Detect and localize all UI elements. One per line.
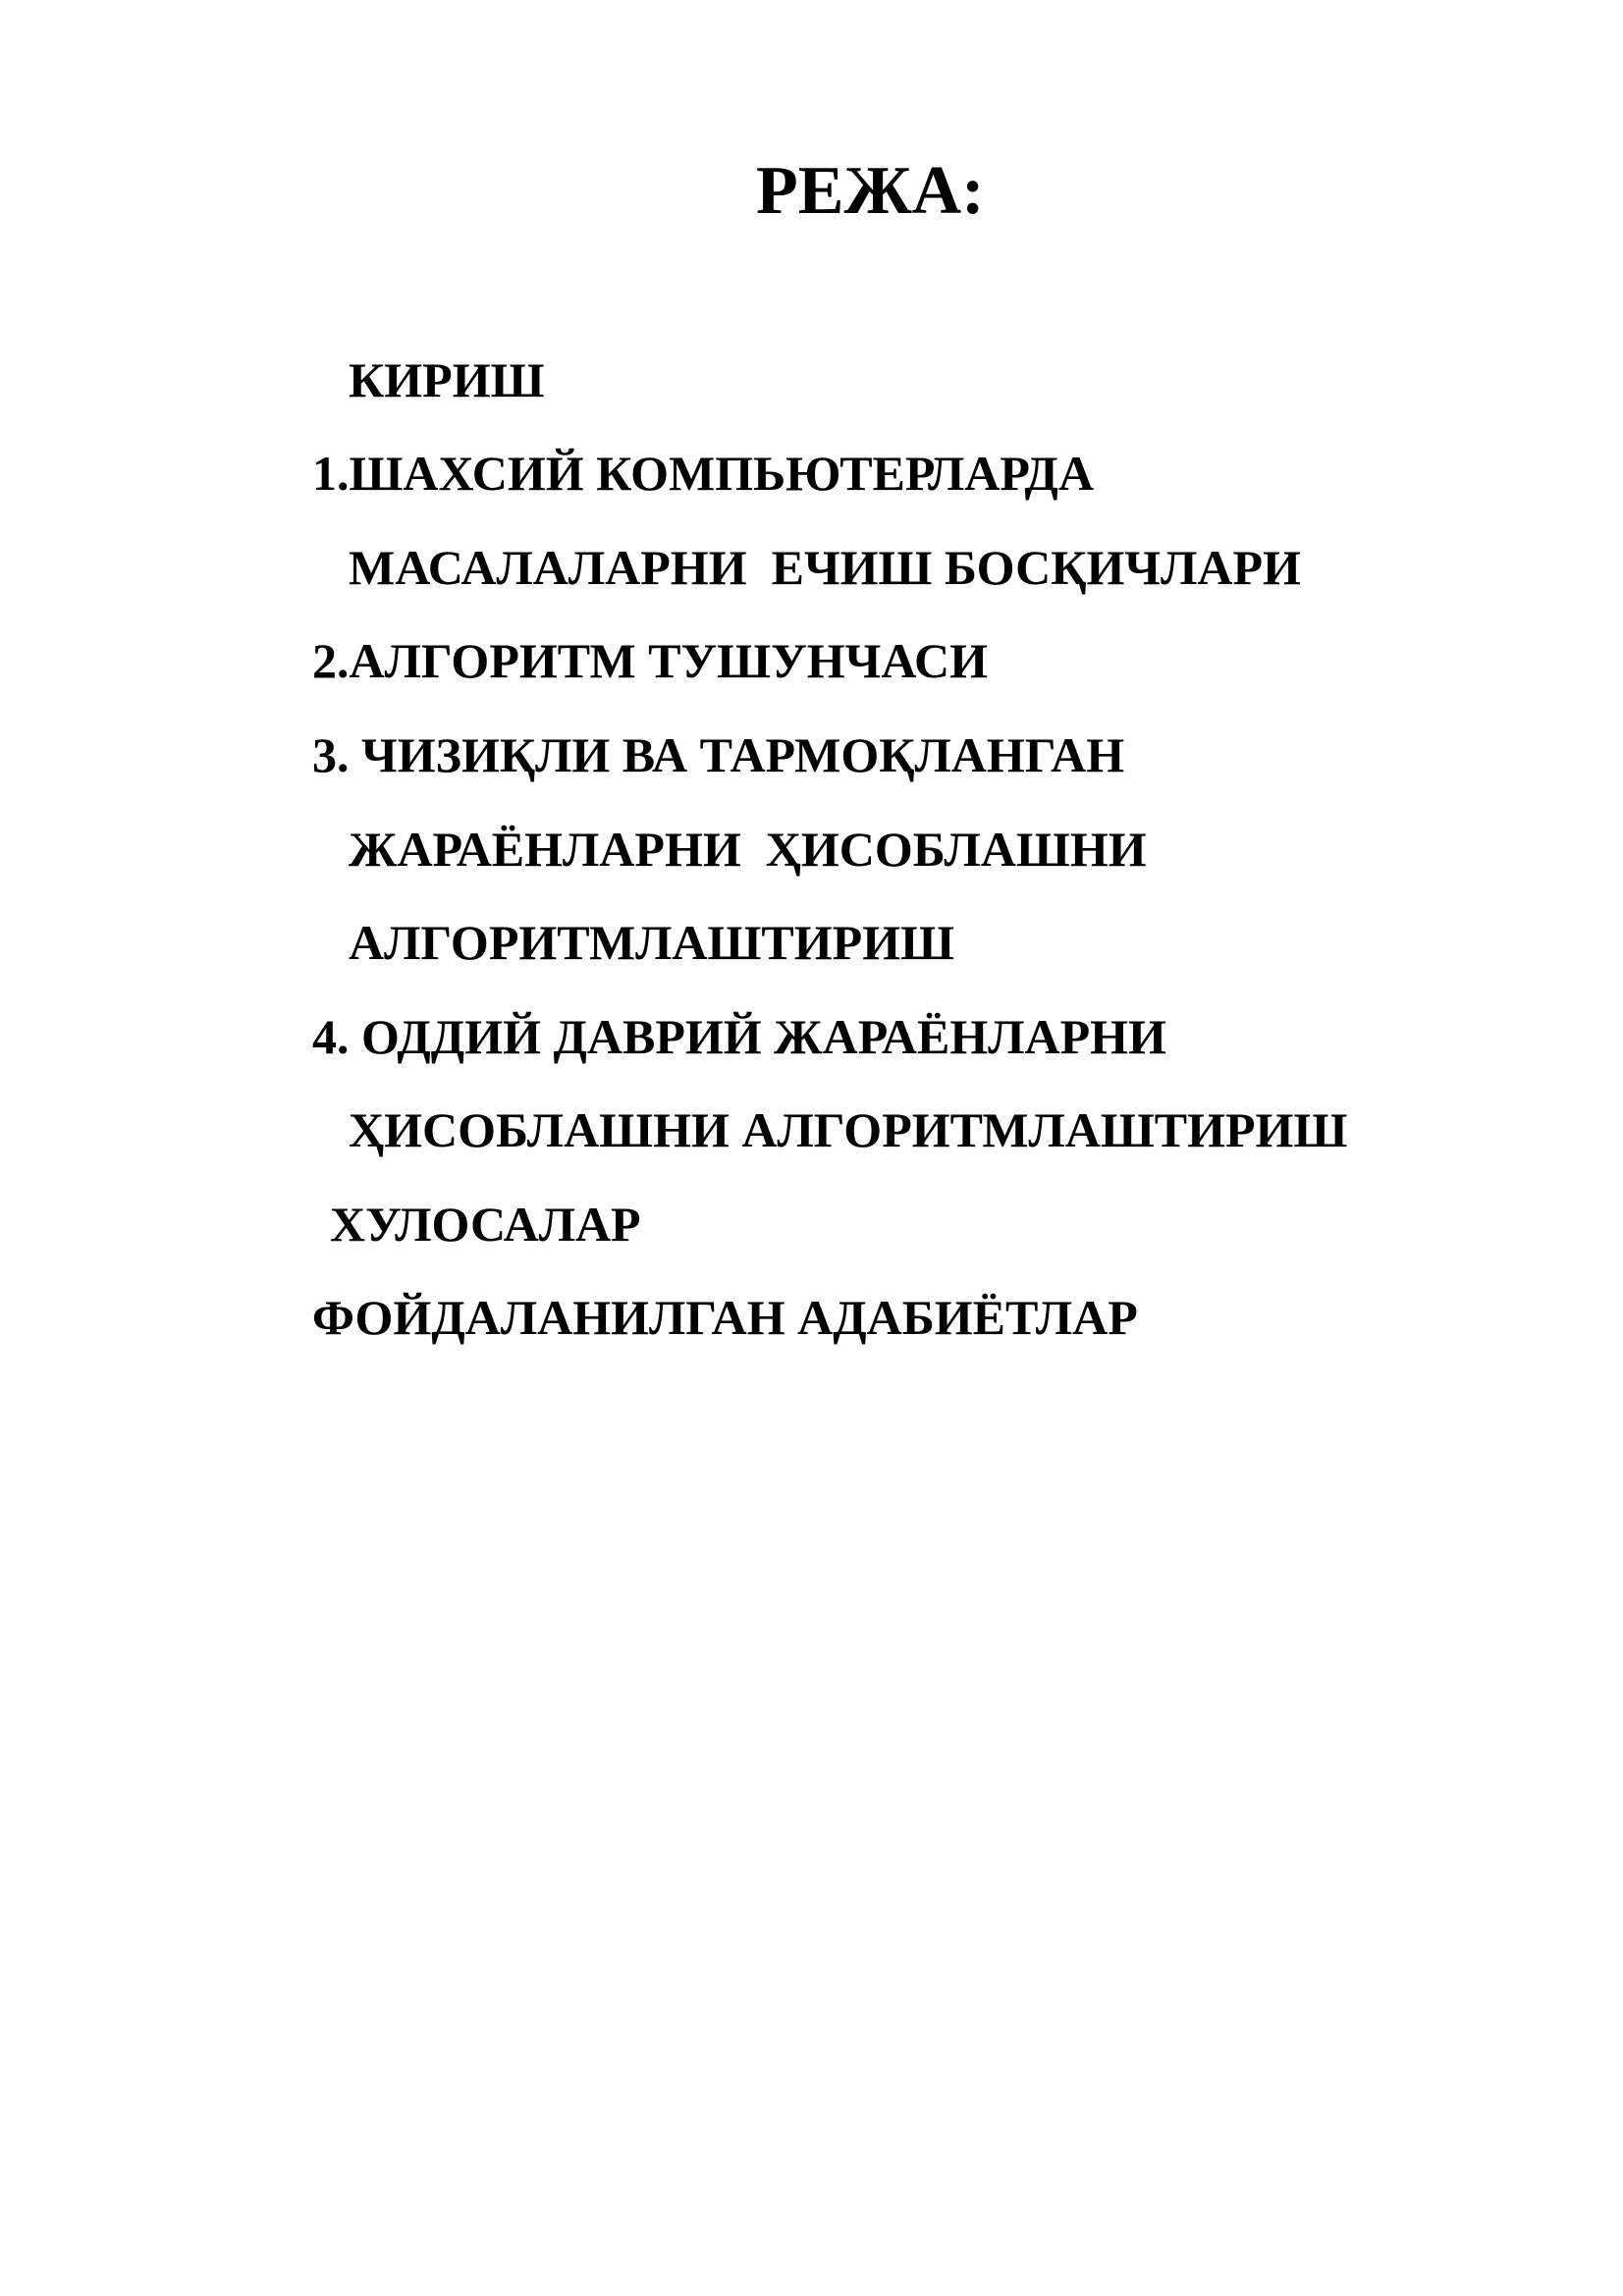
toc-line-1-cont: МАСАЛАЛАРНИ ЕЧИШ БОСҚИЧЛАРИ xyxy=(349,540,1301,595)
toc-line-3-cont-1: ЖАРАЁНЛАРНИ ҲИСОБЛАШНИ xyxy=(349,822,1147,877)
page-title: РЕЖА: xyxy=(756,153,985,229)
toc-line-conclusions: ХУЛОСАЛАР xyxy=(330,1197,641,1252)
toc-line-4-cont: ҲИСОБЛАШНИ АЛГОРИТМЛАШТИРИШ xyxy=(349,1102,1348,1157)
toc-line-references: ФОЙДАЛАНИЛГАН АДАБИЁТЛАР xyxy=(312,1290,1138,1345)
toc-line-3: 3. ЧИЗИҚЛИ ВА ТАРМОҚЛАНГАН xyxy=(312,727,1125,782)
toc-line-intro: КИРИШ xyxy=(349,352,545,407)
toc-line-2: 2.АЛГОРИТМ ТУШУНЧАСИ xyxy=(312,633,988,688)
toc-line-1: 1.ШАХСИЙ КОМПЬЮТЕРЛАРДА xyxy=(312,446,1095,501)
toc-line-4: 4. ОДДИЙ ДАВРИЙ ЖАРАЁНЛАРНИ xyxy=(312,1009,1166,1064)
toc-line-3-cont-2: АЛГОРИТМЛАШТИРИШ xyxy=(349,915,954,970)
